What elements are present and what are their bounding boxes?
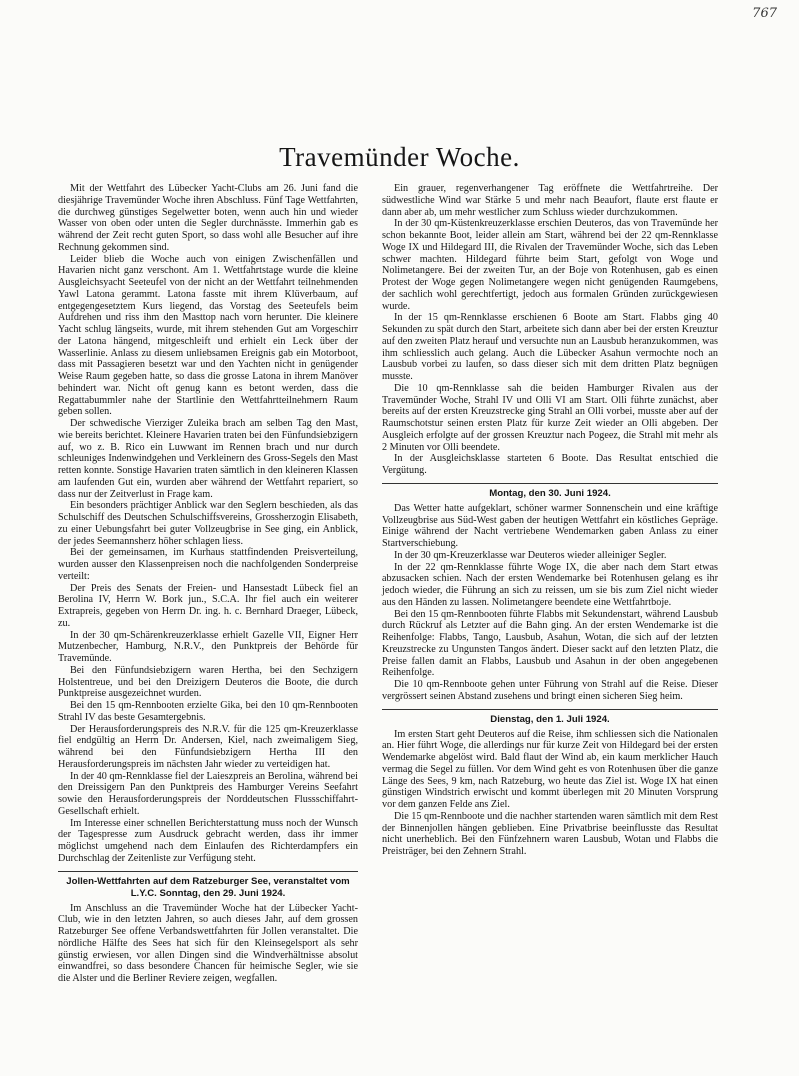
- paragraph: In der Ausgleichsklasse starteten 6 Boote. Das Resultat entschied die Vergütung.: [382, 453, 718, 476]
- paragraph: Im Anschluss an die Travemünder Woche hat der Lübecker Yacht-Club, wie in den letzten Jahren, so auch dieses Jahr, auf dem grossen Ratzeburger See offene Verbandswettfahrten für Jollen veranstaltet. Die nördliche Hälfte des Sees hat sich für den Kleinsegelsport als sehr günstig erwiesen, vor allen Dingen sind die Windverhältnisse absolut einwandfrei, so dass besondere Chancen für heimische Segler, wie sie die Alster und die Berliner Reviere zeigen, wegfallen.: [58, 902, 358, 984]
- page-number: 767: [752, 6, 777, 21]
- paragraph: Bei den Fünfundsiebzigern waren Hertha, bei den Sechzigern Holstentreue, und bei den Dreizigern Deuteros die Boote, die durch Punktpreise ausgezeichnet wurden.: [58, 664, 358, 700]
- paragraph: Der schwedische Vierziger Zuleika brach am selben Tag den Mast, wie bereits berichtet. Kleinere Havarien traten bei den Fünfundsiebzigern auf, wo z. B. Rico ein Luwwant im Rennen brach und nur durch schleuniges Indenwindgehen und Verkleinern des Gross-Segels den Mast retten konnte. Sonstige Havarien traten sämtlich in den kleineren Klassen am laufenden Gut ein, wurden aber während der Wettfahrt repariert, so dass nur der Zeitverlust in Frage kam.: [58, 418, 358, 500]
- article-title: Travemünder Woche.: [279, 142, 520, 172]
- paragraph: Leider blieb die Woche auch von einigen Zwischenfällen und Havarien nicht ganz verschont. Am 1. Wettfahrtstage wurde die kleine Ausgleichsyacht Seeteufel von der nicht an der Wettfahrt teilnehmenden Yawl Latona gerammt. Latona fasste mit ihrem Klüverbaum, auf entgegengesetztem Kurs liegend, das Vorstag des Seeteufels beim Aufdrehen und riss ihm den Masttop nach vorn herunter. Die kleinere Yacht schlug längseits, wurde, mit ihrem stehenden Gut am Vorgeschirr der Latona hängend, mitgeschleift und erhielt ein Leck über der Wasserlinie. Anlass zu diesem unliebsamen Ereignis gab ein Motorboot, dass mit Passagieren besetzt war und den Yachten nicht in genügender Weise Raum gegeben hatte, so dass die grosse Latona in ihrem Manöver behindert war. Nicht oft genug kann es betont werden, dass die Regattabummler nahe der Startlinie den Wettfahrtteilnehmern Raum geben sollen.: [58, 253, 358, 418]
- paragraph: In der 30 qm-Küstenkreuzerklasse erschien Deuteros, das von Travemünde her schon bekannte Boot, leider allein am Start, während bei der 22 qm-Rennklasse Woge IX und Hildegard III, die Rivalen der Travemünder Woche, sich das Leben schwer machten. Hildegard führte beim Start, gefolgt von Woge und Nolimetangere. Bei der zweiten Tur, an der Boje von Rotenhusen, gab es einen Protest der Woge gegen Nolimetangere wegen nicht genügenden Raumgebens, der sachlich wohl gerechtfertigt, jedoch aus formalen Gründen zurückgewiesen wurde.: [382, 218, 718, 312]
- paragraph: Im Interesse einer schnellen Berichterstattung muss noch der Wunsch der Tagespresse zum Ausdruck gebracht werden, dass ihr immer möglichst umgehend nach dem Einlaufen des Richterdampfers ein Durchschlag der Zeitenliste zur Verfügung steht.: [58, 817, 358, 864]
- left-column: [58, 183, 358, 985]
- paragraph: Die 10 qm-Rennklasse sah die beiden Hamburger Rivalen aus der Travemünder Woche, Strahl IV und Olli VI am Start. Olli führte zunächst, aber bereits auf der ersten Kreuzstrecke ging Strahl an Olli vorbei, musste aber auf der Raumschotstur seinen ersten Platz für kurze Zeit wieder an Olli abgeben. Der Ausgleich erfolgte auf der grossen Kreuztur nach Pogeez, die Strahl mit mehr als 2 Minuten vor Olli beendete.: [382, 382, 718, 453]
- right-column: [382, 183, 718, 858]
- section-heading: Montag, den 30. Juni 1924.: [382, 483, 718, 500]
- paragraph: In der 22 qm-Rennklasse führte Woge IX, die aber nach dem Start etwas abzusacken schien. Nach der ersten Wendemarke bei Rotenhusen gelang es ihr jedoch wieder, die Führung an sich zu reissen, um sie bis zum Ziel nicht wieder aus den Händen zu lassen. Nolimetangere beendete eine Wettfahrtboje.: [382, 561, 718, 608]
- paragraph: In der 15 qm-Rennklasse erschienen 6 Boote am Start. Flabbs ging 40 Sekunden zu spät durch den Start, arbeitete sich dann aber bei der ersten Kreuztur auf den zweiten Platz herauf und versuchte nun an Lausbub heranzukommen, was ihm schliesslich auch gelang. Auch die Lübecker Asahun vermochte noch an Lausbub vorbei zu laufen, so dass dieser sich mit dem dritten Platz begnügen musste.: [382, 312, 718, 382]
- paragraph: Bei der gemeinsamen, im Kurhaus stattfindenden Preisverteilung, wurden ausser den Klassenpreisen noch die nachfolgenden Sonderpreise verteilt:: [58, 547, 358, 582]
- paragraph: Im ersten Start geht Deuteros auf die Reise, ihm schliessen sich die Nationalen an. Hier führt Woge, die allerdings nur für kurze Zeit von Hildegard bei der ersten Wendemarke abgelöst wird. Bald flaut der Wind ab, ein kaum merklicher Hauch vermag die Segel zu füllen. Vor dem Wind geht es von Rotenhusen über die ganze Länge des Sees, 9 km, nach Ratzeburg, wo heute das Ziel ist. Woge IX hat einen günstigen Windstrich erwischt und kommt überlegen mit 20 Minuten Vorsprung vor dem ganzen Felde ans Ziel.: [382, 728, 718, 810]
- paragraph: Ein grauer, regenverhangener Tag eröffnete die Wettfahrtreihe. Der südwestliche Wind war Stärke 5 und mehr nach Beaufort, flaute erst flaute er dann aber ab, um mehr westlicher zum Schluss wieder durchzukommen.: [382, 183, 718, 218]
- paragraph: Das Wetter hatte aufgeklart, schöner warmer Sonnenschein und eine kräftige Vollzeugbrise aus Süd-West gaben der heutigen Wettfahrt ein köstliches Gepräge. Einige während der Nacht vertriebene Wendemarken gaben Anlass zu einer Startverschiebung.: [382, 502, 718, 549]
- section-heading: Jollen-Wettfahrten auf dem Ratzeburger See, veranstaltet vom L.Y.C. Sonntag, den 29. Juni 1924.: [58, 871, 358, 900]
- paragraph: Mit der Wettfahrt des Lübecker Yacht-Clubs am 26. Juni fand die diesjährige Travemünder Woche ihren Abschluss. Fünf Tage Wettfahrten, die durchweg günstiges Segelwetter boten, wenn auch hin und wieder Wasser von oben oder unten die Segler durchnässte. Immerhin gab es während der Zeit recht guten Sport, so dass wohl alle Besucher auf ihre Rechnung gekommen sind.: [58, 183, 358, 253]
- paragraph: Der Herausforderungspreis des N.R.V. für die 125 qm-Kreuzerklasse fiel endgültig an Herrn Dr. Andersen, Kiel, nach zweimaligem Sieg, während bei den Fünfundsiebzigern Hertha III den Herausforderungspreis im nächsten Jahr wieder zu verteidigen hat.: [58, 723, 358, 770]
- paragraph: Bei den 15 qm-Rennbooten führte Flabbs mit Sekundenstart, während Lausbub durch Rückruf als Letzter auf die Bahn ging. An der ersten Wendemarke ist die Reihenfolge: Flabbs, Tango, Lausbub, Asahun, Wotan, die sich auf der letzten Kreuzstrecke zu Ungunsten Tangos ändert. Dieser sackt auf den letzten Platz, die Preise fallen damit an Flabbs, Lausbub und Asahun in der oben angegebenen Reihenfolge.: [382, 608, 718, 679]
- paragraph: Der Preis des Senats der Freien- und Hansestadt Lübeck fiel an Berolina IV, Herrn W. Bork jun., S.C.A. Ihr fiel auch ein weiterer Extrapreis, gegeben von Herrn Dr. ing. h. c. Bernhard Draeger, Lübeck, zu.: [58, 582, 358, 629]
- paragraph: Die 15 qm-Rennboote und die nachher startenden waren sämtlich mit dem Rest der Binnenjollen hängen geblieben. Eine Privatbrise beeinflusste das Resultat nicht unerheblich. Bei den Fünfzehnern waren Lausbub, Wotan und Flabbs die Preisträger, bei den Zehnern Strahl.: [382, 810, 718, 857]
- paragraph: In der 40 qm-Rennklasse fiel der Laieszpreis an Berolina, während bei den Dreissigern Pan den Punktpreis des Hamburger Vereins Seefahrt sowie den Herausforderungspreis der Norddeutschen Flussschiffahrt-Gesellschaft erhielt.: [58, 770, 358, 817]
- paragraph: Bei den 15 qm-Rennbooten erzielte Gika, bei den 10 qm-Rennbooten Strahl IV das beste Gesamtergebnis.: [58, 700, 358, 723]
- section-heading: Dienstag, den 1. Juli 1924.: [382, 709, 718, 726]
- paragraph: In der 30 qm-Kreuzerklasse war Deuteros wieder alleiniger Segler.: [394, 549, 667, 561]
- paragraph: Ein besonders prächtiger Anblick war den Seglern beschieden, als das Schulschiff des Deutschen Schulschiffsvereins, Grossherzogin Elisabeth, zu einer Uebungsfahrt bei guter Vollzeugbrise in See ging, ein Anblick, der jedes Seemannsherz höher schlagen liess.: [58, 500, 358, 547]
- paragraph: Die 10 qm-Rennboote gehen unter Führung von Strahl auf die Reise. Dieser vergrössert seinen Abstand zusehens und bringt einen sicheren Sieg heim.: [382, 679, 718, 702]
- paragraph: In der 30 qm-Schärenkreuzerklasse erhielt Gazelle VII, Eigner Herr Mutzenbecher, Hamburg, N.R.V., den Punktpreis der Behörde für Travemünde.: [58, 629, 358, 664]
